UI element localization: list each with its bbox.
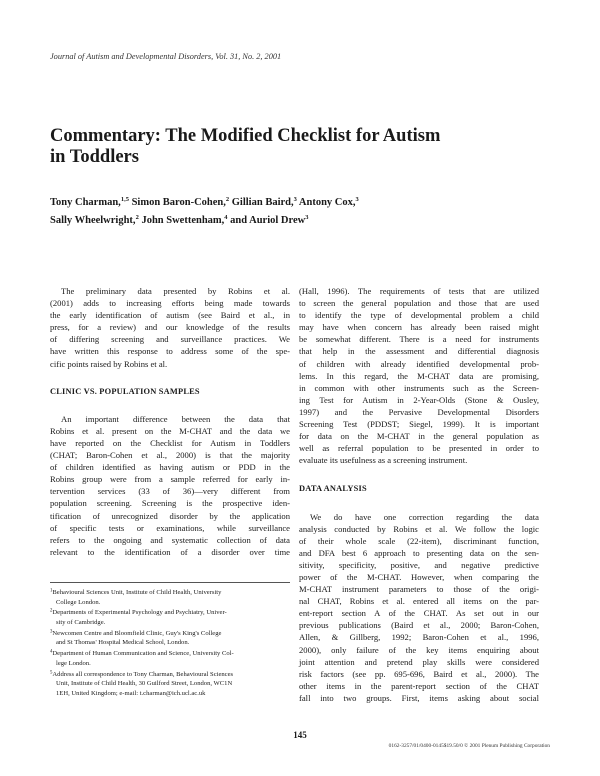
text-line: ent-report section A of the CHAT. As set out in our: [299, 608, 539, 619]
text-line: may have when concern has already been raised might: [299, 322, 539, 333]
text-line: in common with other instruments such as the Screen-: [299, 382, 539, 393]
text-line: tification of unrecognized disorder by the application: [50, 510, 290, 521]
footnote-text: Address all correspondence to Tony Charman, Behavioural Sciences: [52, 670, 234, 678]
text-line: ing Test for Autism in 2-Year-Olds (Stone & Ousley,: [299, 394, 539, 405]
text-line: of their whole scale (22-item), discriminant function,: [299, 535, 539, 546]
footnote-line: lege London.: [56, 659, 91, 667]
text-line: An important difference between the data that: [61, 413, 290, 424]
author-list: [50, 194, 470, 230]
text-line: evaluate its usefulness as a screening instrument.: [299, 455, 468, 466]
copyright-line: 0162-3257/01/0400-0145$19.50/0 © 2001 Plenum Publishing Corporation: [388, 743, 550, 749]
text-line: Screening Test (PDDST; Siegel, 1999). It is important: [299, 419, 539, 430]
intro-paragraph: [50, 285, 290, 370]
footnote-text: Departments of Experimental Psychology and Psychiatry, Univer-: [52, 609, 227, 617]
footnote: [50, 608, 290, 627]
footnote-marker: 3: [50, 629, 53, 635]
text-line: 2000), only failure of the key items enquiring about: [299, 644, 539, 655]
text-line: power of the M-CHAT. However, when comparing the: [299, 571, 539, 582]
author-line: [50, 194, 470, 212]
footnote-line: sity of Cambridge.: [56, 618, 106, 626]
footnote-line: [50, 670, 290, 680]
affiliation-marker: 2: [225, 196, 230, 203]
footnotes: [50, 582, 290, 699]
text-line: lems. In this regard, the M-CHAT data are promising,: [299, 370, 539, 381]
footnote-line: and St Thomas' Hospital Medical School, London.: [56, 639, 190, 647]
footnote-line: College London.: [56, 598, 101, 606]
text-line: and DFA best 6 approach to presenting data on the sen-: [299, 547, 539, 558]
left-column: [50, 285, 290, 558]
section-paragraph: [50, 413, 290, 558]
section-heading: DATA ANALYSIS: [299, 484, 367, 494]
text-line: Robins group were from a sample referred for early in-: [50, 474, 290, 485]
footnote-line: [50, 629, 290, 639]
text-line: risk factors (see pp. 695-696, Baird et al., 2000). The: [299, 668, 539, 679]
text-line: of children identified as having autism or PDD in the: [50, 462, 290, 473]
text-line: Robins et al. present on the M-CHAT and the data we: [50, 425, 290, 436]
text-line: have written this response to address some of the spe-: [50, 346, 290, 357]
author-name: John Swettenham,: [138, 215, 225, 226]
text-line: (Hall, 1996). The requirements of tests that are utilized: [299, 286, 539, 296]
text-line: sitivity, specificity, positive, and negative predictive: [299, 559, 539, 570]
author-name: Antony Cox,: [296, 197, 356, 208]
text-line: of differing screening and surveillance practices. We: [50, 334, 290, 345]
title-line: Commentary: The Modified Checklist for Autism: [50, 126, 441, 146]
footnote-text: Department of Human Communication and Science, University Col-: [52, 650, 234, 658]
text-line: other items in the parent-report section of the CHAT: [299, 680, 539, 691]
text-line: refers to the ongoing and systematic collection of data: [50, 534, 290, 545]
affiliation-marker: 3: [355, 196, 359, 203]
author-name: Gillian Baird,: [229, 197, 294, 208]
text-line: press, for a review) and our knowledge of the results: [50, 322, 290, 333]
text-line: that help in the assessment and differential diagnosis: [299, 346, 539, 357]
footnote-line: [50, 608, 290, 618]
text-line: be somewhat different. There is a need for instruments: [299, 334, 539, 345]
footnote: [50, 629, 290, 648]
text-line: analysis conducted by Robins et al. We follow the logic: [299, 523, 539, 534]
footnote-line: 1EH, United Kingdom; e-mail: t.charman@ich.ucl.ac.uk: [56, 689, 206, 697]
page-number: 145: [293, 730, 307, 740]
text-line: (2001) adds to increasing efforts being made towards: [50, 298, 290, 309]
affiliation-marker: 2: [135, 214, 139, 221]
text-line: joint attention and pretend play skills were considered: [299, 656, 539, 667]
text-line: The preliminary data presented by Robins et al.: [61, 286, 290, 296]
text-line: 1997) and the Pervasive Developmental Disorders: [299, 406, 539, 417]
text-line: M-CHAT instrument parameters to those of the origi-: [299, 584, 539, 595]
author-name: Sally Wheelwright,: [50, 215, 136, 226]
text-line: previous publications (Baird et al., 2000; Baron-Cohen,: [299, 620, 539, 631]
text-line: cific points raised by Robins et al.: [50, 358, 168, 369]
footnote-line: Unit, Institute of Child Health, 30 Guilford Street, London, WC1N: [56, 680, 233, 688]
article-title: [50, 126, 470, 168]
footnote-marker: 2: [50, 608, 53, 614]
text-line: We do have one correction regarding the data: [310, 511, 539, 522]
affiliation-marker: 3: [305, 214, 309, 221]
text-line: nal CHAT, Robins et al. entered all items on the par-: [299, 596, 539, 607]
author-line: [50, 212, 470, 230]
section-paragraph: [299, 511, 539, 705]
text-line: have reported on the Checklist for Autism in Toddlers: [50, 437, 290, 448]
footnote-marker: 1: [50, 588, 53, 594]
text-line: relevant to the identification of a disorder over time: [50, 546, 290, 557]
affiliation-marker: 1,5: [120, 196, 129, 203]
footnote: [50, 649, 290, 668]
footnote: [50, 670, 290, 699]
text-line: of children with already identified developmental prob-: [299, 358, 539, 369]
footnote-line: [50, 588, 290, 598]
title-line: in Toddlers: [50, 147, 139, 167]
text-line: to identify the type of developmental problem a child: [299, 310, 539, 321]
footnote-marker: 4: [50, 649, 53, 655]
affiliation-marker: 3: [293, 196, 297, 203]
author-name: Simon Baron-Cohen,: [128, 197, 226, 208]
footnote-text: Newcomen Centre and Bloomfield Clinic, Guy's King's College: [52, 629, 222, 637]
affiliation-marker: 4: [224, 214, 228, 221]
journal-header: Journal of Autism and Developmental Disorders, Vol. 31, No. 2, 2001: [50, 52, 282, 61]
continued-paragraph: [299, 285, 539, 466]
text-line: for data on the M-CHAT in the general population as: [299, 431, 539, 442]
text-line: to screen the general population and those that are used: [299, 298, 539, 309]
text-line: fall into two groups. First, items asking about social: [299, 692, 539, 703]
author-name: and Auriol Drew: [227, 215, 306, 226]
footnote-marker: 5: [50, 670, 53, 675]
text-line: the early identification of autism (see Baird et al., in: [50, 310, 290, 321]
text-line: (CHAT; Baron-Cohen et al., 2000) is that the majority: [50, 450, 290, 461]
text-line: tervention services (33 of 36)—very different from: [50, 486, 290, 497]
footnote-line: [50, 649, 290, 659]
author-name: Tony Charman,: [50, 197, 121, 208]
right-column: [299, 285, 539, 704]
section-heading: CLINIC VS. POPULATION SAMPLES: [50, 386, 200, 396]
text-line: of specific tests or examinations, while surveillance: [50, 522, 290, 533]
text-line: well as referral population to be presented in order to: [299, 443, 539, 454]
text-line: population screening. Screening is the prospective iden-: [50, 498, 290, 509]
footnote: [50, 588, 290, 607]
footnote-text: Behavioural Sciences Unit, Institute of Child Health, University: [52, 589, 222, 596]
text-line: Allen, & Gillberg, 1992; Baron-Cohen et al., 1996,: [299, 632, 539, 643]
